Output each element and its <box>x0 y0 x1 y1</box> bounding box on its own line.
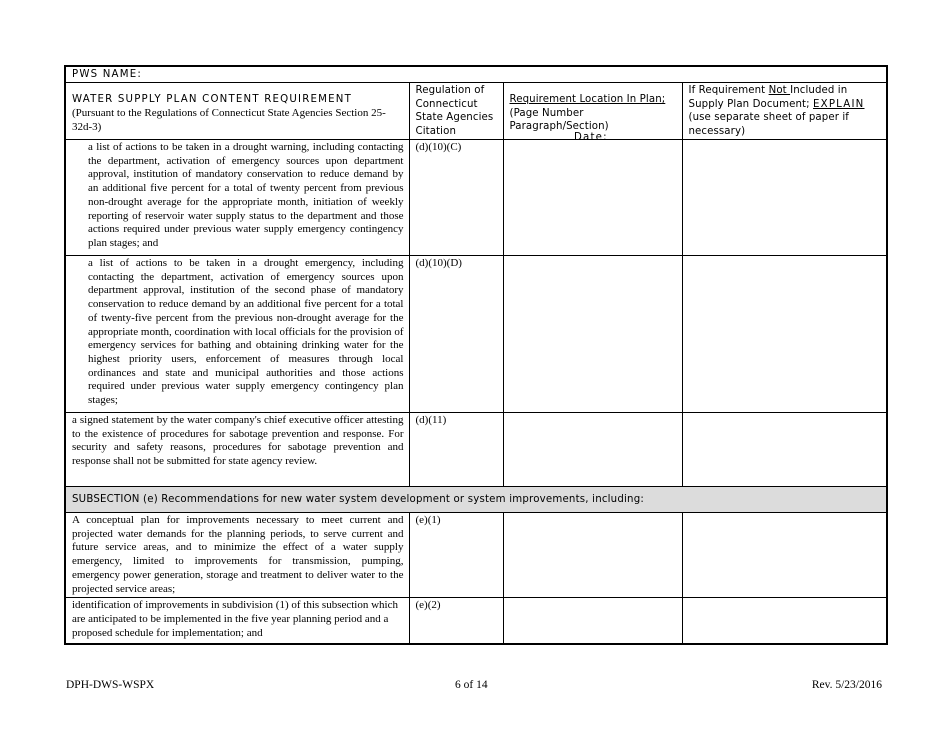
explain-not: Not <box>768 85 791 97</box>
explain-text-1: If Requirement <box>688 85 769 97</box>
table-row <box>65 598 887 644</box>
explain-word: EXPLAIN <box>813 98 865 110</box>
requirement-text: a signed statement by the water company's chief executive officer attesting to the existence of procedures for sabotage prevention and response. For security and safety reasons, procedures for sabotage prevention and response shall not be submitted for state agency review. <box>65 413 409 487</box>
revision-date: Rev. 5/23/2016 <box>811 679 882 691</box>
location-input-cell[interactable] <box>503 413 682 487</box>
pws-date-row <box>65 66 887 83</box>
date-field[interactable] <box>682 66 887 83</box>
subsection-row <box>65 487 887 513</box>
requirement-text: identification of improvements in subdivision (1) of this subsection which are anticipated to be implemented in the five year planning period and a proposed schedule for implementation; and <box>65 598 409 644</box>
explain-text-2: Included in Supply Plan Document; <box>688 85 848 110</box>
explain-input-cell[interactable] <box>682 513 887 598</box>
location-title: Requirement Location In Plan; <box>509 94 666 106</box>
date-label: Date: <box>574 132 608 143</box>
citation-header: Regulation of Connecticut State Agencies Citation <box>409 83 503 140</box>
requirements-table <box>64 65 888 645</box>
table-row <box>65 256 887 413</box>
table-row <box>65 513 887 598</box>
requirement-text: a list of actions to be taken in a drought warning, including contacting the department, activation of emergency sources upon department approval, institution of mandatory conservation to reduce demand by an additional five percent for a total of twenty percent from previous non-drought average for the appropriate month, initiation of weekly reporting of reservoir water supply status to the department and those actions required under previous water supply emergency contingency plan stages; and <box>65 140 409 256</box>
form-id: DPH-DWS-WSPX <box>66 679 155 691</box>
citation-cell: (e)(2) <box>409 598 503 644</box>
table-row <box>65 140 887 256</box>
explain-input-cell[interactable] <box>682 256 887 413</box>
explain-input-cell[interactable] <box>682 598 887 644</box>
location-input-cell[interactable] <box>503 598 682 644</box>
requirement-text: A conceptual plan for improvements necessary to meet current and projected water demands for the planning periods, to serve current and future service areas, and to minimize the effect of a water supply emergency, limited to improvements for transmission, pumping, emergency power generation, storage and treatment to deliver water to the projected service areas; <box>65 513 409 598</box>
location-input-cell[interactable] <box>503 256 682 413</box>
location-input-cell[interactable] <box>503 513 682 598</box>
content-header-cell <box>65 83 409 140</box>
subsection-heading: SUBSECTION (e) Recommendations for new water system development or system improvements, including: <box>65 487 887 513</box>
citation-cell: (d)(11) <box>409 413 503 487</box>
explain-text-3: (use separate sheet of paper if necessary) <box>688 112 849 137</box>
header-row <box>65 83 887 140</box>
citation-cell: (d)(10)(D) <box>409 256 503 413</box>
explain-input-cell[interactable] <box>682 413 887 487</box>
content-subtitle: (Pursuant to the Regulations of Connecticut State Agencies Section 25-32d-3) <box>72 106 386 133</box>
location-detail: (Page Number Paragraph/Section) <box>509 107 609 133</box>
explain-header-cell <box>682 83 887 140</box>
explain-input-cell[interactable] <box>682 140 887 256</box>
pws-name-label: PWS NAME: <box>72 69 142 80</box>
table-row <box>65 413 887 487</box>
location-input-cell[interactable] <box>503 140 682 256</box>
page-number: 6 of 14 <box>455 679 488 691</box>
content-title: WATER SUPPLY PLAN CONTENT REQUIREMENT <box>72 94 353 106</box>
citation-cell: (e)(1) <box>409 513 503 598</box>
requirement-text: a list of actions to be taken in a drought emergency, including contacting the department, activation of emergency sources upon department approval, institution of the second phase of mandatory conservation to reduce demand by an additional five percent for a total of twenty-five percent from the previous non-drought average for the appropriate month, coordination with local officials for the provision of emergency services for bathing and obtaining drinking water for the highest priority users, enforcement of measures through local ordinances and state and municipal authorities and those actions required under previous water supply emergency contingency plan stages; <box>65 256 409 413</box>
citation-cell: (d)(10)(C) <box>409 140 503 256</box>
